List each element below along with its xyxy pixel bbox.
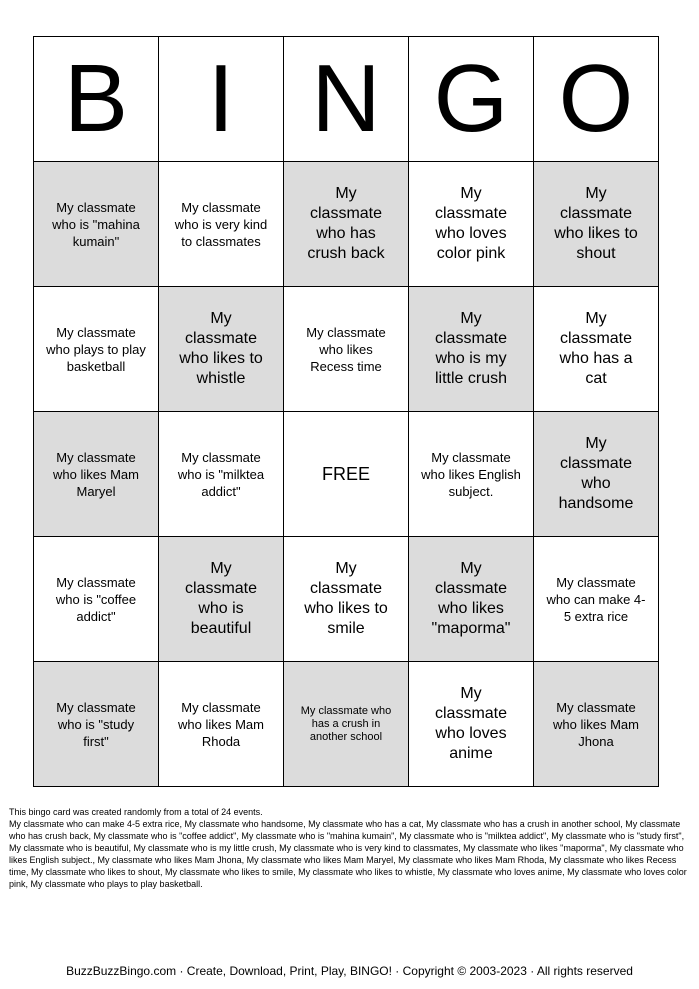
header-letter-o: O (534, 37, 659, 162)
bingo-card (33, 36, 659, 787)
header-letter-g: G (409, 37, 534, 162)
bingo-cell: My classmate who likes "maporma" (409, 537, 534, 662)
footer-note (9, 806, 693, 890)
bingo-cell: My classmate who has a crush in another school (284, 662, 409, 787)
footer-event-list: My classmate who can make 4-5 extra rice, My classmate who handsome, My classmate who has a cat, My classmate who has a crush in another school, My classmate who has crush back, My classmate who is "coffee addict", My classmate who is "mahina kumain", My classmate who is "milktea addict", My classmate who is "study first", My classmate who is beautiful, My classmate who is my little crush, My classmate who is very kind to classmates, My classmate who likes "maporma", My classmate who likes English subject., My classmate who likes Mam Jhona, My classmate who likes Mam Maryel, My classmate who likes Mam Rhoda, My classmate who likes Recess time, My classmate who likes to shout, My classmate who likes to smile, My classmate who likes to whistle, My classmate who loves anime, My classmate who loves color pink, My classmate who plays to play basketball. (9, 819, 687, 889)
bingo-cell: My classmate who plays to play basketball (34, 287, 159, 412)
bingo-cell: My classmate who likes to shout (534, 162, 659, 287)
bingo-row (34, 662, 659, 787)
bingo-cell: My classmate who handsome (534, 412, 659, 537)
site-credits: BuzzBuzzBingo.com · Create, Download, Print, Play, BINGO! · Copyright © 2003-2023 · All rights reserved (66, 964, 633, 978)
bingo-row (34, 287, 659, 412)
bingo-row (34, 537, 659, 662)
bingo-cell: My classmate who likes English subject. (409, 412, 534, 537)
footer-intro: This bingo card was created randomly from a total of 24 events. (9, 807, 263, 817)
free-space-cell: FREE (284, 412, 409, 537)
header-letter-i: I (159, 37, 284, 162)
header-letter-n: N (284, 37, 409, 162)
bingo-cell: My classmate who loves anime (409, 662, 534, 787)
bingo-row (34, 162, 659, 287)
bingo-cell: My classmate who is "mahina kumain" (34, 162, 159, 287)
bingo-cell: My classmate who has a cat (534, 287, 659, 412)
bingo-cell: My classmate who likes Mam Maryel (34, 412, 159, 537)
bingo-cell: My classmate who can make 4-5 extra rice (534, 537, 659, 662)
bingo-cell: My classmate who likes to whistle (159, 287, 284, 412)
header-letter-b: B (34, 37, 159, 162)
bingo-grid-body (34, 162, 659, 787)
bingo-cell: My classmate who has crush back (284, 162, 409, 287)
bingo-cell: My classmate who loves color pink (409, 162, 534, 287)
bingo-cell: My classmate who is "coffee addict" (34, 537, 159, 662)
bingo-cell: My classmate who is beautiful (159, 537, 284, 662)
bingo-cell: My classmate who likes Mam Rhoda (159, 662, 284, 787)
bingo-header-row (34, 37, 659, 162)
bingo-row (34, 412, 659, 537)
bingo-cell: My classmate who is "milktea addict" (159, 412, 284, 537)
bingo-cell: My classmate who is my little crush (409, 287, 534, 412)
bingo-cell: My classmate who likes Recess time (284, 287, 409, 412)
bingo-cell: My classmate who is "study first" (34, 662, 159, 787)
bingo-cell: My classmate who likes to smile (284, 537, 409, 662)
bingo-cell: My classmate who likes Mam Jhona (534, 662, 659, 787)
bingo-cell: My classmate who is very kind to classmates (159, 162, 284, 287)
